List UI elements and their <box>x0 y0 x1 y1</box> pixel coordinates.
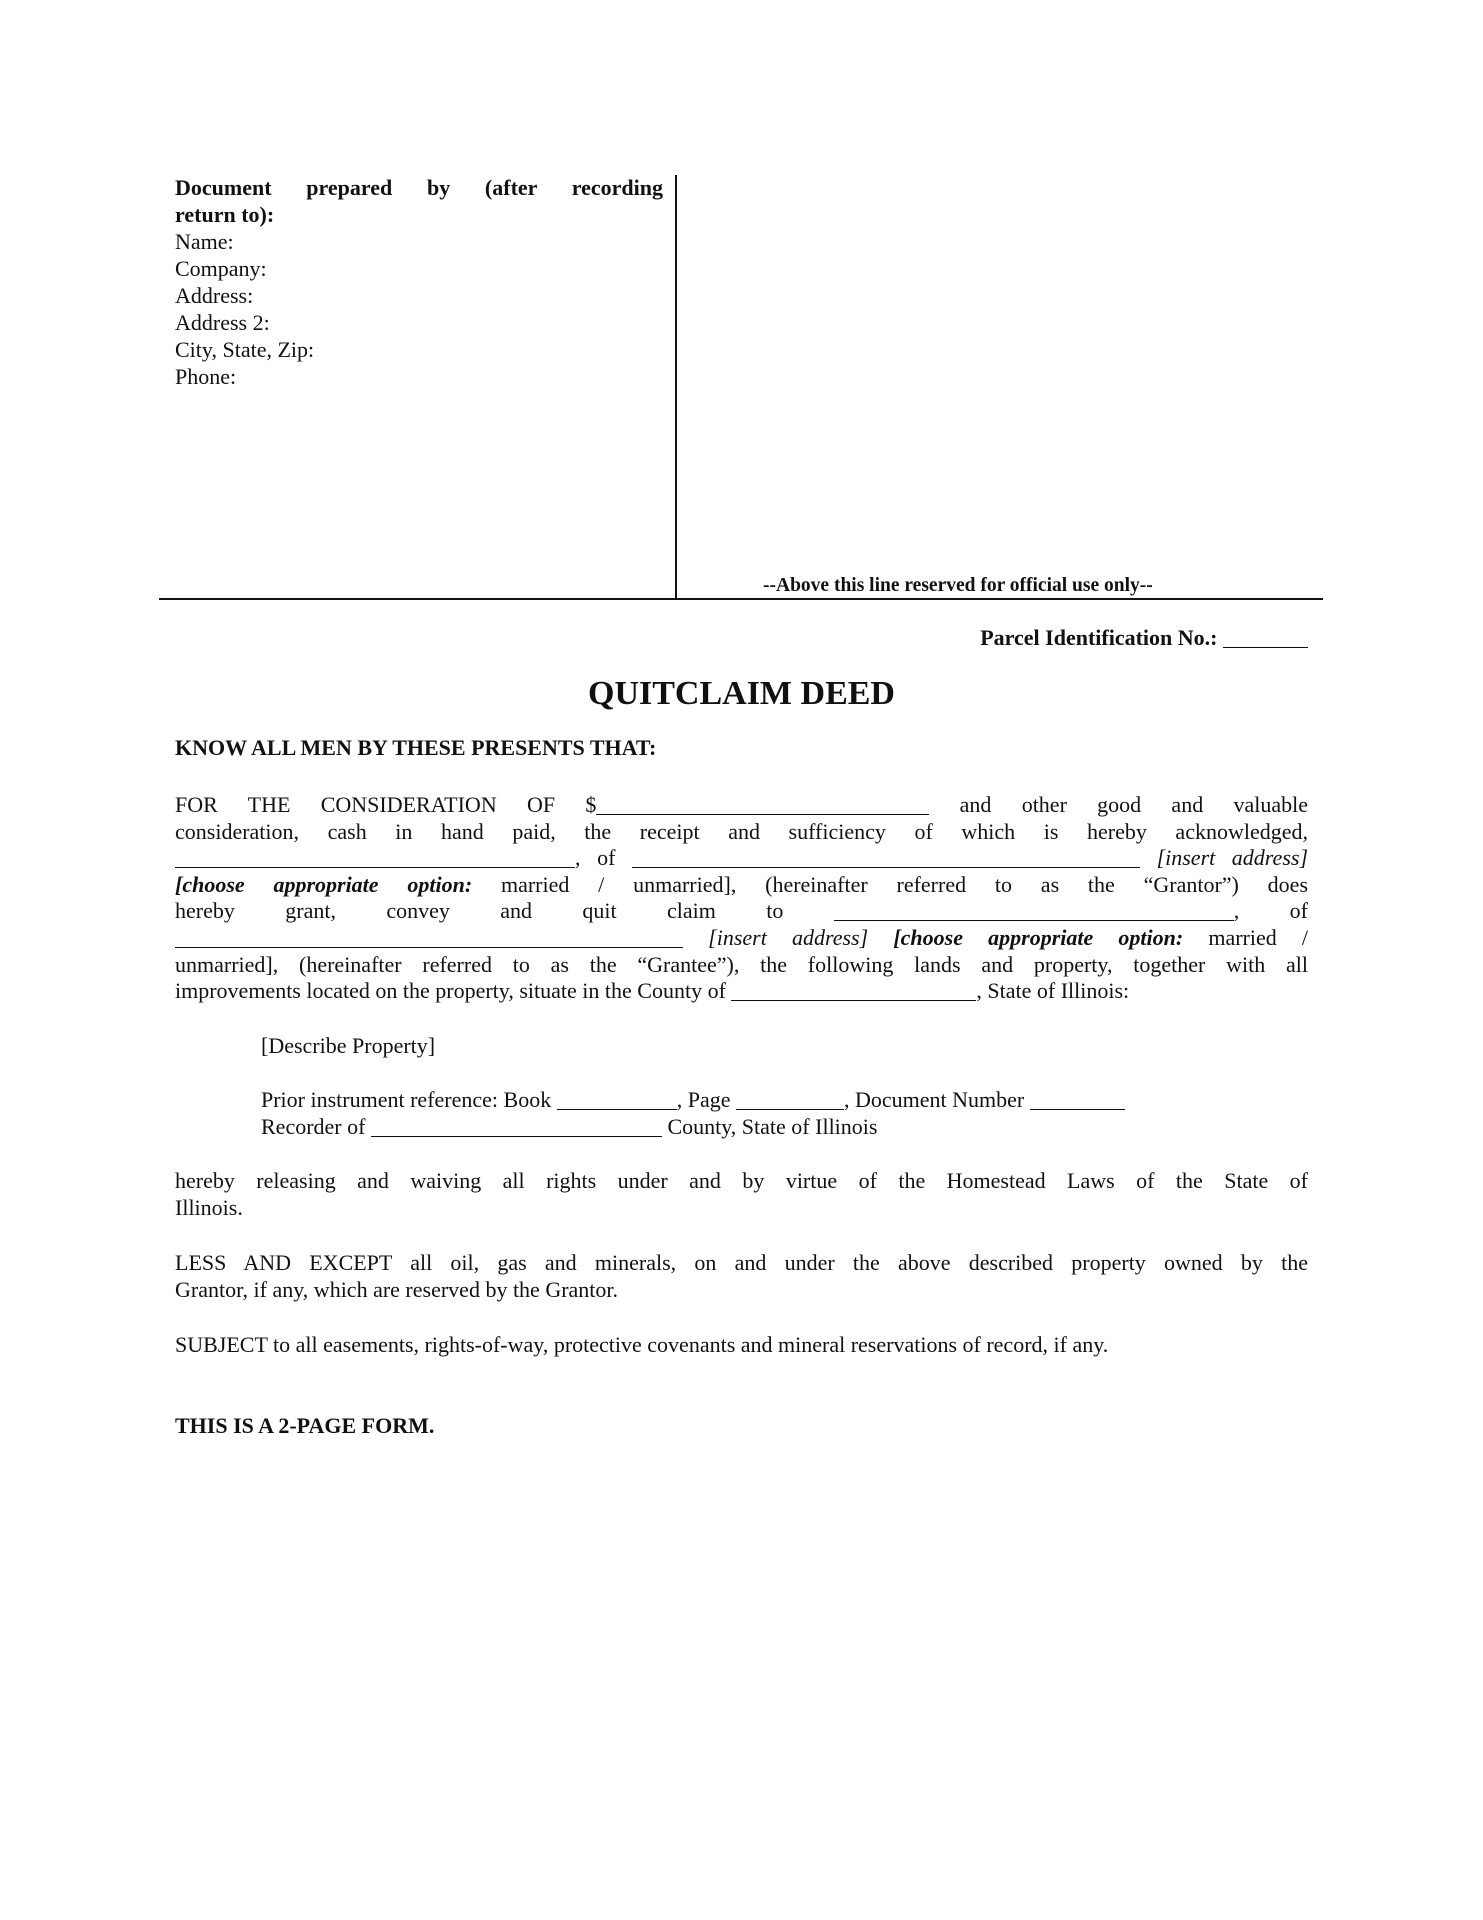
intro-heading: KNOW ALL MEN BY THESE PRESENTS THAT: <box>175 735 657 760</box>
grantor-address-blank[interactable] <box>632 849 1140 868</box>
text: Prior instrument reference: Book <box>261 1087 552 1112</box>
text: married / <box>1208 924 1309 950</box>
consideration-paragraph <box>175 792 1308 1005</box>
text: consideration, cash in hand paid, the receipt and sufficiency of which is hereby acknowledged, <box>175 818 1308 844</box>
text: County, State of Illinois <box>667 1113 878 1139</box>
grantor-name-blank[interactable] <box>175 849 575 868</box>
text: SUBJECT <box>175 1332 268 1357</box>
text: , Document Number <box>843 1087 1025 1112</box>
preparer-field-address: Address: <box>175 283 254 308</box>
text: to all easements, rights-of-way, protective covenants and mineral reservations of record, if any. <box>273 1332 1109 1357</box>
page-blank[interactable] <box>736 1091 844 1110</box>
consideration-amount-blank[interactable] <box>596 796 929 815</box>
homestead-paragraph <box>175 1168 1308 1221</box>
form-note: THIS IS A 2-PAGE FORM. <box>175 1413 435 1438</box>
recorder-county-blank[interactable] <box>371 1118 662 1137</box>
text: [insert address] <box>708 924 869 950</box>
text: , of <box>575 845 616 871</box>
less-except-paragraph <box>175 1250 1308 1303</box>
vertical-divider <box>675 175 677 599</box>
text: hereby releasing and waiving all rights under and by virtue of the Homestead Laws of the State of <box>175 1168 1308 1193</box>
preparer-heading-line1: Document prepared by (after recording <box>175 175 663 200</box>
text: LESS AND EXCEPT <box>175 1250 392 1275</box>
document-title: QUITCLAIM DEED <box>588 675 895 712</box>
parcel-id-blank[interactable] <box>1223 629 1308 648</box>
text: FOR THE CONSIDERATION OF $ <box>175 792 597 817</box>
preparer-block <box>175 174 663 390</box>
parcel-id-label: Parcel Identification No.: <box>980 625 1218 650</box>
text: , Page <box>676 1087 731 1112</box>
text: Recorder of <box>261 1113 366 1139</box>
grantee-name-blank[interactable] <box>834 902 1234 921</box>
text: [choose appropriate option: <box>893 924 1184 950</box>
recording-line <box>159 598 1323 600</box>
text: Illinois. <box>175 1194 243 1220</box>
grantee-address-blank[interactable] <box>175 929 683 948</box>
text: [choose appropriate option: <box>175 871 473 897</box>
text: unmarried], (hereinafter referred to as the “Grantee”), the following lands and property, together with all <box>175 951 1308 977</box>
preparer-field-city-state-zip: City, State, Zip: <box>175 337 315 362</box>
parcel-id <box>980 625 1308 652</box>
book-blank[interactable] <box>557 1091 677 1110</box>
preparer-heading-line2: return to): <box>175 202 275 227</box>
preparer-field-name: Name: <box>175 229 234 254</box>
text: Grantor, if any, which are reserved by the Grantor. <box>175 1276 619 1302</box>
text: all oil, gas and minerals, on and under the above described property owned by the <box>410 1250 1309 1275</box>
text: , of <box>1233 898 1308 924</box>
preparer-field-address2: Address 2: <box>175 310 270 335</box>
county-blank[interactable] <box>731 982 976 1001</box>
preparer-field-phone: Phone: <box>175 364 237 389</box>
text: improvements located on the property, situate in the County of <box>175 978 726 1004</box>
text: , State of Illinois: <box>976 978 1130 1004</box>
document-number-blank[interactable] <box>1030 1091 1125 1110</box>
official-use-note: --Above this line reserved for official use only-- <box>763 575 1153 596</box>
text: and other good and valuable <box>959 792 1308 817</box>
prior-instrument <box>261 1087 1125 1140</box>
subject-paragraph <box>175 1332 1308 1359</box>
describe-property: [Describe Property] <box>261 1033 436 1058</box>
text: [insert address] <box>1156 845 1309 871</box>
text: hereby grant, convey and quit claim to <box>175 898 784 924</box>
preparer-field-company: Company: <box>175 256 267 281</box>
text: married / unmarried], (hereinafter referred to as the “Grantor”) does <box>500 871 1309 897</box>
